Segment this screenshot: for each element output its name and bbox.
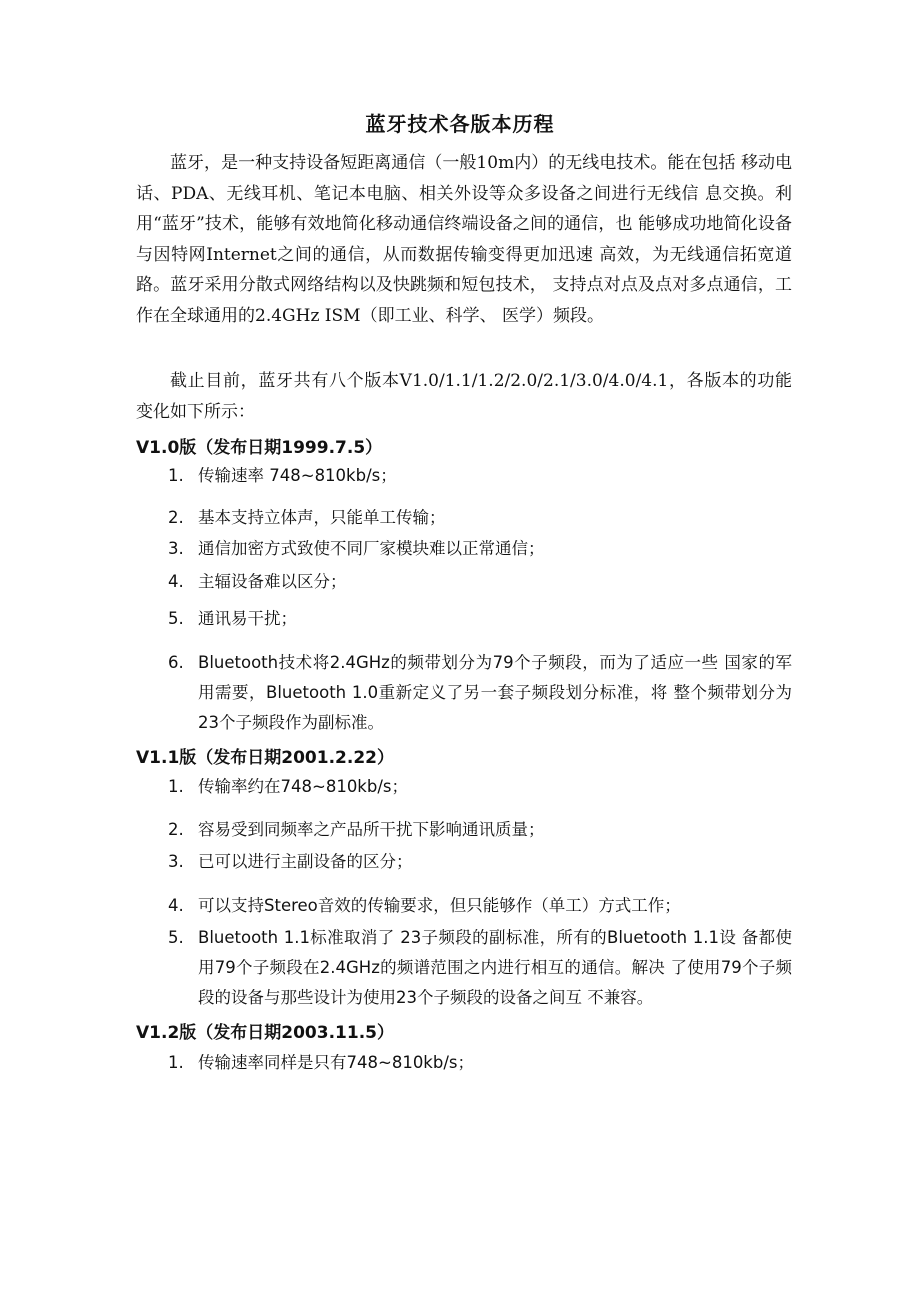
document-title: 蓝牙技术各版本历程 xyxy=(365,112,555,136)
list-number: 4. xyxy=(168,572,184,591)
list-text: 已可以进行主副设备的区分； xyxy=(198,852,413,871)
section-heading-v1-1: V1.1版（发布日期2001.2.22） xyxy=(136,748,394,768)
list-number: 1. xyxy=(168,1053,184,1072)
list-text: 容易受到同频率之产品所干扰下影响通讯质量； xyxy=(198,820,545,839)
list-text: 传输率约在748~810kb/s； xyxy=(198,777,408,796)
list-number: 1. xyxy=(168,777,184,796)
list-item xyxy=(168,1048,792,1078)
intro-paragraph: 蓝牙，是一种支持设备短距离通信（一般10m内）的无线电技术。能在包括 移动电话、PDA、无线耳机、笔记本电脑、相关外设等众多设备之间进行无线信 息交换。利用“蓝牙”技术，能够有效地简化移动通信终端设备之间的通信，也 能够成功地简化设备与因特网Internet之间的通信，从而数据传输变得更加迅速 高效，为无线通信拓宽道路。蓝牙采用分散式网络结构以及快跳频和短包技术， 支持点对点及点对多点通信，工作在全球通用的2.4GHz ISM（即工业、科学、 医学）频段。 xyxy=(136,153,792,326)
list-number: 3. xyxy=(168,852,184,871)
list-text: 主辐设备难以区分； xyxy=(198,572,347,591)
list-item xyxy=(168,604,792,634)
list-item xyxy=(168,648,792,738)
list-item xyxy=(168,923,792,1013)
list-text: 传输速率 748~810kb/s； xyxy=(198,466,397,485)
list-text: 可以支持Stereo音效的传输要求，但只能够作（单工）方式工作； xyxy=(198,896,681,915)
list-number: 6. xyxy=(168,653,184,672)
list-number: 1. xyxy=(168,466,184,485)
list-item xyxy=(168,847,792,877)
section-heading-v1-2: V1.2版（发布日期2003.11.5） xyxy=(136,1023,394,1043)
list-item xyxy=(168,534,792,564)
list-text: 通信加密方式致使不同厂家模块难以正常通信； xyxy=(198,539,545,558)
list-item xyxy=(168,815,792,845)
list-text: Bluetooth技术将2.4GHz的频带划分为79个子频段，而为了适应一些 国家的军用需要，Bluetooth 1.0重新定义了另一套子频段划分标准，将 整个频带划分为23个子频段作为副标准。 xyxy=(198,653,792,732)
list-item xyxy=(168,772,792,802)
list-number: 4. xyxy=(168,896,184,915)
list-item xyxy=(168,567,792,597)
list-text: 通讯易干扰； xyxy=(198,609,297,628)
versions-summary-paragraph: 截止目前，蓝牙共有八个版本V1.0/1.1/1.2/2.0/2.1/3.0/4.0/4.1，各版本的功能变化如下所示： xyxy=(136,371,792,422)
list-number: 3. xyxy=(168,539,184,558)
list-number: 2. xyxy=(168,508,184,527)
list-number: 5. xyxy=(168,928,184,947)
list-item xyxy=(168,461,792,491)
list-number: 5. xyxy=(168,609,184,628)
list-item xyxy=(168,503,792,533)
list-number: 2. xyxy=(168,820,184,839)
list-item xyxy=(168,891,792,921)
list-text: Bluetooth 1.1标准取消了 23子频段的副标准，所有的Bluetooth 1.1设 备都使用79个子频段在2.4GHz的频谱范围之内进行相互的通信。解决 了使用79个子频段的设备与那些设计为使用23个子频段的设备之间互 不兼容。 xyxy=(198,928,792,1007)
list-text: 传输速率同样是只有748~810kb/s； xyxy=(198,1053,474,1072)
section-heading-v1-0: V1.0版（发布日期1999.7.5） xyxy=(136,438,383,458)
list-text: 基本支持立体声，只能单工传输； xyxy=(198,508,446,527)
